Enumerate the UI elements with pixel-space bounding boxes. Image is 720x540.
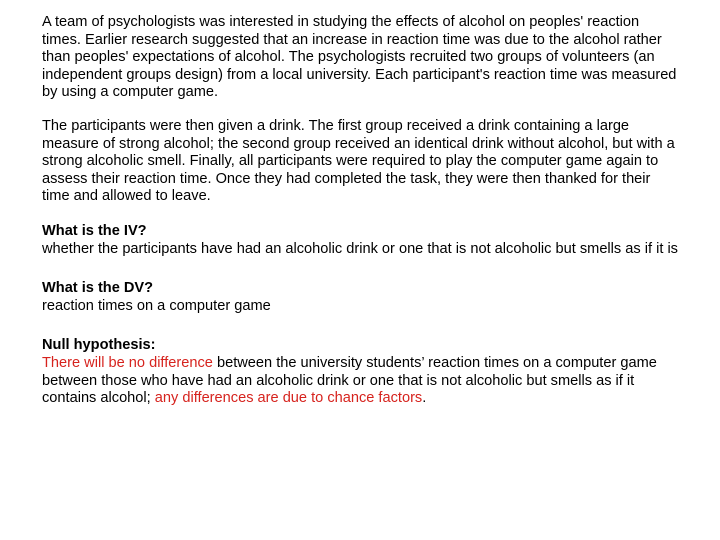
- dv-answer: reaction times on a computer game: [42, 297, 271, 314]
- null-hypothesis-body: between the university students’ reaction times on a computer game between those who have had an alcoholic drink or one that is not alcoholic but smells as if it contains alcohol;: [42, 354, 657, 407]
- iv-section: [42, 223, 682, 258]
- chance-factors-phrase: any differences are due to chance factors: [154, 390, 423, 407]
- dv-question: What is the DV?: [42, 280, 154, 297]
- null-hypothesis-section: [42, 337, 682, 407]
- null-hypothesis-text: [42, 355, 682, 408]
- procedure-paragraph: The participants were then given a drink. The first group received a drink containing a large measure of strong alcohol; the second group received an identical drink without alcohol, but with a strong alcoholic smell. Finally, all participants were required to play the computer game again to assess their reaction time. Once they had completed the task, they were then thanked for their time and allowed to leave.: [42, 117, 675, 205]
- study-description-paragraph: A team of psychologists was interested in studying the effects of alcohol on peoples' reaction times. Earlier research suggested that an increase in reaction time was due to the alcohol rather than peoples' expectations of alcohol. The psychologists recruited two groups of volunteers (an independent groups design) from a local university. Each participant's reaction time was measured by using a computer game.: [42, 14, 677, 101]
- iv-question: What is the IV?: [42, 222, 147, 239]
- null-hypothesis-end: .: [422, 390, 427, 407]
- slide-content: [42, 14, 682, 430]
- no-difference-phrase: There will be no difference: [42, 354, 213, 371]
- null-hypothesis-heading: Null hypothesis:: [42, 337, 156, 354]
- iv-answer: whether the participants have had an alcoholic drink or one that is not alcoholic but smells as if it is: [42, 240, 678, 257]
- dv-section: [42, 280, 682, 315]
